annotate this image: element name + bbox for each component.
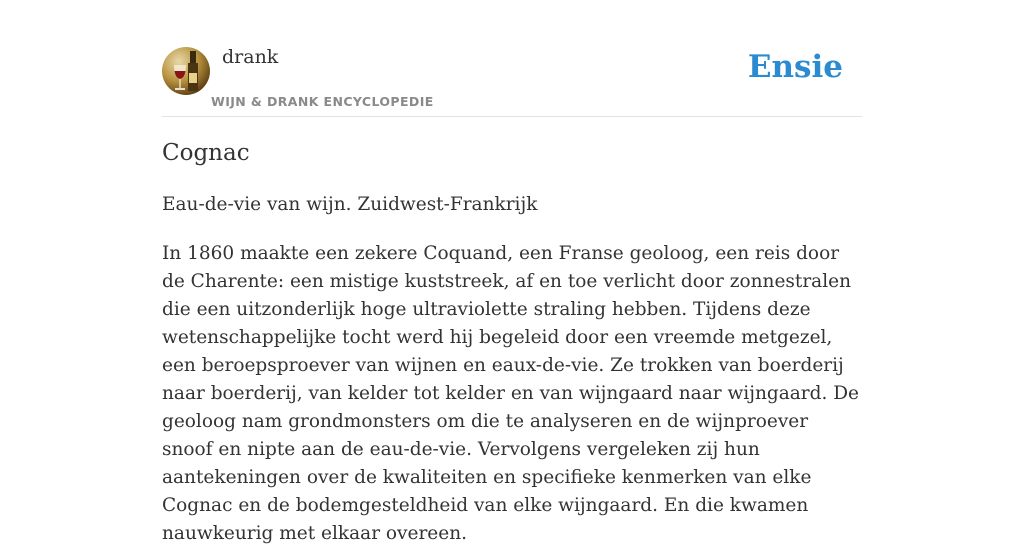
site-name[interactable]: drank — [222, 46, 279, 68]
site-tagline: WIJN & DRANK ENCYCLOPEDIE — [211, 94, 434, 109]
article-title: Cognac — [162, 140, 250, 166]
article-body: In 1860 maakte een zekere Coquand, een Franse geoloog, een reis door de Charente: een mistige kuststreek, af en toe verlicht door zonnestralen die een uitzonderlijk hoge ultraviolette straling hebben. Tijdens deze wetenschappelijke tocht werd hij begeleid door een vreemde metgezel, een beroepsproever van wijnen en eaux-de-vie. Ze trokken van boerderij naar boerderij, van kelder tot kelder en van wijngaard naar wijngaard. De geoloog nam grondmonsters om die te analyseren en de wijnproever snoof en nipte aan de eau-de-vie. Vervolgens vergeleken zij hun aantekeningen over de kwaliteiten en specifieke kenmerken van elke Cognac en de bodemgesteldheid van elke wijngaard. En die kwamen nauwkeurig met elkaar overeen. — [162, 243, 859, 544]
site-header — [162, 40, 862, 117]
brand-logo[interactable]: Ensie — [747, 49, 843, 85]
wine-bottle-glass-icon[interactable] — [162, 47, 210, 95]
article-subtitle: Eau-de-vie van wijn. Zuidwest-Frankrijk — [162, 194, 538, 215]
